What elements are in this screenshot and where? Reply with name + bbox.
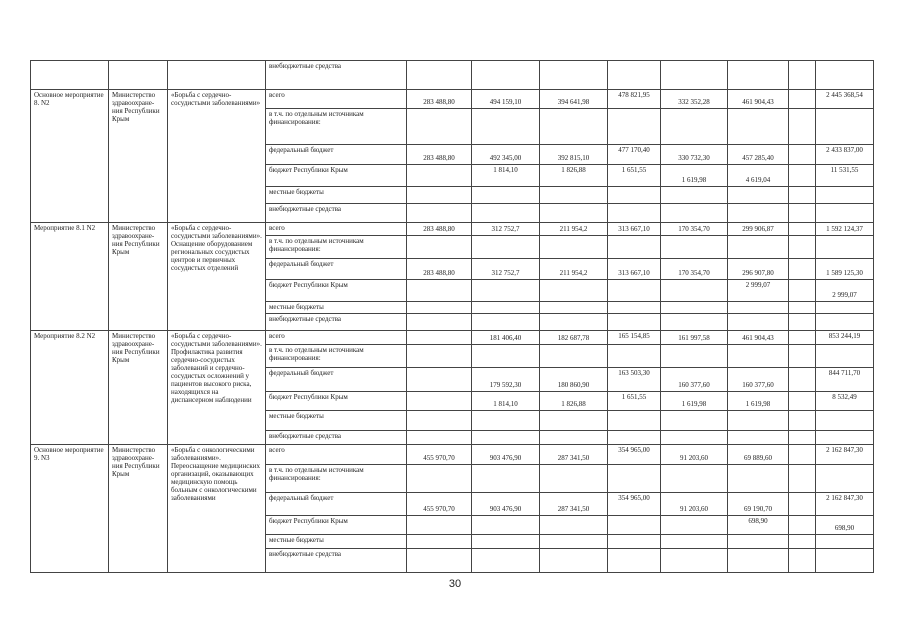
value-cell: [407, 280, 472, 302]
funding-source-cell: местные бюджеты: [266, 186, 407, 203]
value-cell: 698,90: [728, 516, 789, 534]
budget-table: [30, 60, 874, 573]
value-cell: [608, 186, 661, 203]
value-cell: [608, 534, 661, 548]
event-cell: [31, 61, 109, 90]
value-cell: 2 162 847,30: [816, 444, 874, 465]
value-cell: [540, 465, 608, 492]
value-cell: 69 190,70: [728, 492, 789, 516]
value-cell: 299 906,87: [728, 222, 789, 235]
value-cell: [816, 186, 874, 203]
value-cell: 478 821,95: [608, 90, 661, 108]
funding-source-cell: бюджет Республики Крым: [266, 516, 407, 534]
value-cell: 312 752,7: [472, 222, 540, 235]
value-cell: [407, 465, 472, 492]
value-cell: [472, 465, 540, 492]
table-row: [31, 222, 874, 235]
value-cell: [728, 235, 789, 259]
value-cell: [661, 280, 728, 302]
spacer-cell: [789, 165, 816, 187]
value-cell: [407, 516, 472, 534]
value-cell: [728, 411, 789, 431]
value-cell: [472, 186, 540, 203]
spacer-cell: [789, 430, 816, 444]
value-cell: 283 488,80: [407, 259, 472, 280]
value-cell: [540, 61, 608, 90]
ministry-cell: Министерство здравоохране-ния Республики Крым: [109, 222, 168, 330]
value-cell: 8 532,49: [816, 391, 874, 411]
value-cell: [472, 204, 540, 222]
value-cell: [728, 430, 789, 444]
value-cell: 160 377,60: [728, 367, 789, 391]
value-cell: 477 170,40: [608, 144, 661, 165]
value-cell: 457 285,40: [728, 144, 789, 165]
value-cell: [816, 61, 874, 90]
value-cell: [540, 108, 608, 144]
value-cell: 461 904,43: [728, 331, 789, 345]
ministry-cell: Министерство здравоохране-ния Республики Крым: [109, 444, 168, 572]
funding-source-cell: в т.ч. по отдельным источникам финансирования:: [266, 108, 407, 144]
value-cell: 2 433 837,00: [816, 144, 874, 165]
event-cell: Мероприятие 8.2 N2: [31, 331, 109, 445]
program-cell: «Борьба с онкологическими заболеваниями». Переоснащение медицинских организаций, оказывающих медицинскую помощь больным с онкологическими заболеваниями: [168, 444, 266, 572]
funding-source-cell: федеральный бюджет: [266, 144, 407, 165]
value-cell: 182 687,78: [540, 331, 608, 345]
value-cell: [608, 411, 661, 431]
value-cell: [608, 61, 661, 90]
funding-source-cell: всего: [266, 331, 407, 345]
funding-source-cell: в т.ч. по отдельным источникам финансирования:: [266, 465, 407, 492]
funding-source-cell: внебюджетные средства: [266, 548, 407, 572]
value-cell: [540, 280, 608, 302]
value-cell: 165 154,85: [608, 331, 661, 345]
value-cell: [608, 280, 661, 302]
page-number: 30: [448, 578, 462, 590]
value-cell: 181 406,40: [472, 331, 540, 345]
value-cell: [816, 548, 874, 572]
value-cell: 392 815,10: [540, 144, 608, 165]
value-cell: [407, 331, 472, 345]
spacer-cell: [789, 391, 816, 411]
spacer-cell: [789, 259, 816, 280]
spacer-cell: [789, 534, 816, 548]
value-cell: 1 651,55: [608, 391, 661, 411]
value-cell: [728, 186, 789, 203]
spacer-cell: [789, 345, 816, 368]
value-cell: [728, 204, 789, 222]
value-cell: 1 814,10: [472, 391, 540, 411]
value-cell: [608, 301, 661, 313]
value-cell: 698,90: [816, 516, 874, 534]
spacer-cell: [789, 108, 816, 144]
value-cell: [661, 204, 728, 222]
spacer-cell: [789, 204, 816, 222]
value-cell: [816, 534, 874, 548]
value-cell: 1 592 124,37: [816, 222, 874, 235]
value-cell: [472, 301, 540, 313]
value-cell: 354 965,00: [608, 492, 661, 516]
value-cell: [472, 313, 540, 330]
spacer-cell: [789, 444, 816, 465]
value-cell: [608, 345, 661, 368]
event-cell: Основное мероприятие 9. N3: [31, 444, 109, 572]
value-cell: [608, 204, 661, 222]
value-cell: [407, 391, 472, 411]
value-cell: [407, 204, 472, 222]
value-cell: [472, 61, 540, 90]
spacer-cell: [789, 367, 816, 391]
event-cell: Мероприятие 8.1 N2: [31, 222, 109, 330]
spacer-cell: [789, 186, 816, 203]
funding-source-cell: бюджет Республики Крым: [266, 280, 407, 302]
funding-source-cell: в т.ч. по отдельным источникам финансирования:: [266, 235, 407, 259]
value-cell: 11 531,55: [816, 165, 874, 187]
value-cell: 170 354,70: [661, 222, 728, 235]
value-cell: 313 667,10: [608, 259, 661, 280]
value-cell: [608, 108, 661, 144]
value-cell: 179 592,30: [472, 367, 540, 391]
funding-source-cell: внебюджетные средства: [266, 61, 407, 90]
spacer-cell: [789, 411, 816, 431]
value-cell: 1 589 125,30: [816, 259, 874, 280]
value-cell: [540, 186, 608, 203]
value-cell: [407, 186, 472, 203]
value-cell: [728, 61, 789, 90]
funding-source-cell: федеральный бюджет: [266, 259, 407, 280]
program-cell: «Борьба с сердечно-сосудистыми заболеваниями». Профилактика развития сердечно-сосудистых заболеваний и сердечно-сосудистых осложнений у пациентов высокого риска, находящихся на диспансерном наблюдении: [168, 331, 266, 445]
value-cell: [608, 313, 661, 330]
spacer-cell: [789, 301, 816, 313]
value-cell: 1 619,98: [661, 165, 728, 187]
value-cell: [661, 108, 728, 144]
value-cell: 91 203,60: [661, 444, 728, 465]
value-cell: [608, 465, 661, 492]
value-cell: [661, 548, 728, 572]
event-cell: Основное мероприятие 8. N2: [31, 90, 109, 222]
value-cell: [661, 235, 728, 259]
value-cell: [728, 548, 789, 572]
table-row: [31, 444, 874, 465]
value-cell: 283 488,80: [407, 144, 472, 165]
value-cell: 1 814,10: [472, 165, 540, 187]
spacer-cell: [789, 90, 816, 108]
value-cell: [816, 465, 874, 492]
value-cell: 903 476,90: [472, 444, 540, 465]
value-cell: 211 954,2: [540, 222, 608, 235]
spacer-cell: [789, 492, 816, 516]
value-cell: 354 965,00: [608, 444, 661, 465]
value-cell: [789, 61, 816, 90]
value-cell: [661, 301, 728, 313]
value-cell: [540, 516, 608, 534]
spacer-cell: [789, 548, 816, 572]
funding-source-cell: внебюджетные средства: [266, 204, 407, 222]
funding-source-cell: всего: [266, 444, 407, 465]
funding-source-cell: местные бюджеты: [266, 534, 407, 548]
value-cell: [728, 534, 789, 548]
value-cell: [608, 235, 661, 259]
value-cell: [540, 548, 608, 572]
spacer-cell: [789, 280, 816, 302]
funding-source-cell: федеральный бюджет: [266, 367, 407, 391]
value-cell: 296 907,80: [728, 259, 789, 280]
value-cell: [728, 313, 789, 330]
value-cell: [540, 235, 608, 259]
value-cell: [728, 301, 789, 313]
value-cell: 287 341,50: [540, 492, 608, 516]
value-cell: [540, 411, 608, 431]
value-cell: [407, 367, 472, 391]
value-cell: [540, 345, 608, 368]
program-cell: «Борьба с сердечно-сосудистыми заболеваниями». Оснащение оборудованием региональных сосудистых центров и первичных сосудистых отделений: [168, 222, 266, 330]
value-cell: 161 997,58: [661, 331, 728, 345]
value-cell: [472, 534, 540, 548]
spacer-cell: [789, 516, 816, 534]
spacer-cell: [789, 235, 816, 259]
value-cell: 2 999,07: [728, 280, 789, 302]
value-cell: [816, 430, 874, 444]
ministry-cell: Министерство здравоохране-ния Республики Крым: [109, 331, 168, 445]
value-cell: [407, 235, 472, 259]
value-cell: [407, 411, 472, 431]
value-cell: 455 970,70: [407, 492, 472, 516]
value-cell: [728, 345, 789, 368]
value-cell: [407, 534, 472, 548]
value-cell: [816, 301, 874, 313]
value-cell: 455 970,70: [407, 444, 472, 465]
funding-source-cell: внебюджетные средства: [266, 430, 407, 444]
spacer-cell: [789, 313, 816, 330]
value-cell: 160 377,60: [661, 367, 728, 391]
value-cell: [661, 345, 728, 368]
value-cell: [407, 345, 472, 368]
value-cell: 180 860,90: [540, 367, 608, 391]
funding-source-cell: местные бюджеты: [266, 301, 407, 313]
value-cell: [816, 108, 874, 144]
funding-source-cell: бюджет Республики Крым: [266, 391, 407, 411]
value-cell: 170 354,70: [661, 259, 728, 280]
value-cell: 903 476,90: [472, 492, 540, 516]
value-cell: 1 651,55: [608, 165, 661, 187]
value-cell: [540, 301, 608, 313]
value-cell: 1 619,98: [661, 391, 728, 411]
value-cell: [816, 411, 874, 431]
spacer-cell: [789, 222, 816, 235]
value-cell: 461 904,43: [728, 90, 789, 108]
value-cell: 494 159,10: [472, 90, 540, 108]
value-cell: [472, 411, 540, 431]
value-cell: [728, 108, 789, 144]
value-cell: [540, 313, 608, 330]
value-cell: [661, 61, 728, 90]
program-cell: [168, 61, 266, 90]
value-cell: 2 162 847,30: [816, 492, 874, 516]
value-cell: [407, 430, 472, 444]
funding-source-cell: федеральный бюджет: [266, 492, 407, 516]
value-cell: [472, 516, 540, 534]
value-cell: [472, 345, 540, 368]
value-cell: 283 488,80: [407, 90, 472, 108]
value-cell: [608, 516, 661, 534]
value-cell: 330 732,30: [661, 144, 728, 165]
value-cell: [407, 548, 472, 572]
value-cell: [816, 313, 874, 330]
value-cell: 2 999,07: [816, 280, 874, 302]
value-cell: [661, 516, 728, 534]
value-cell: [816, 235, 874, 259]
table-row: [31, 90, 874, 108]
ministry-cell: [109, 61, 168, 90]
value-cell: 1 826,88: [540, 391, 608, 411]
value-cell: [608, 430, 661, 444]
value-cell: [407, 61, 472, 90]
value-cell: 312 752,7: [472, 259, 540, 280]
value-cell: [472, 548, 540, 572]
funding-source-cell: бюджет Республики Крым: [266, 165, 407, 187]
value-cell: [728, 465, 789, 492]
value-cell: [540, 204, 608, 222]
value-cell: 287 341,50: [540, 444, 608, 465]
value-cell: 4 619,04: [728, 165, 789, 187]
ministry-cell: Министерство здравоохране-ния Республики Крым: [109, 90, 168, 222]
value-cell: 163 503,30: [608, 367, 661, 391]
funding-source-cell: всего: [266, 222, 407, 235]
value-cell: 313 667,10: [608, 222, 661, 235]
value-cell: [661, 430, 728, 444]
funding-source-cell: местные бюджеты: [266, 411, 407, 431]
value-cell: 211 954,2: [540, 259, 608, 280]
value-cell: [472, 235, 540, 259]
value-cell: 1 826,88: [540, 165, 608, 187]
value-cell: [472, 430, 540, 444]
value-cell: 853 244,19: [816, 331, 874, 345]
table-row: [31, 331, 874, 345]
value-cell: 1 619,98: [728, 391, 789, 411]
value-cell: 394 641,98: [540, 90, 608, 108]
value-cell: [661, 465, 728, 492]
funding-source-cell: в т.ч. по отдельным источникам финансирования:: [266, 345, 407, 368]
value-cell: 332 352,28: [661, 90, 728, 108]
table-row: [31, 61, 874, 90]
value-cell: [816, 204, 874, 222]
value-cell: [661, 186, 728, 203]
value-cell: [472, 108, 540, 144]
value-cell: 283 488,80: [407, 222, 472, 235]
spacer-cell: [789, 465, 816, 492]
value-cell: [661, 313, 728, 330]
value-cell: 91 203,60: [661, 492, 728, 516]
value-cell: [816, 345, 874, 368]
value-cell: [407, 301, 472, 313]
spacer-cell: [789, 144, 816, 165]
funding-source-cell: внебюджетные средства: [266, 313, 407, 330]
value-cell: [472, 280, 540, 302]
spacer-cell: [789, 331, 816, 345]
value-cell: [407, 165, 472, 187]
value-cell: [661, 534, 728, 548]
value-cell: [608, 548, 661, 572]
value-cell: 69 889,60: [728, 444, 789, 465]
funding-source-cell: всего: [266, 90, 407, 108]
value-cell: [661, 411, 728, 431]
program-cell: «Борьба с сердечно-сосудистыми заболеваниями»: [168, 90, 266, 222]
value-cell: [540, 430, 608, 444]
value-cell: [407, 313, 472, 330]
value-cell: [540, 534, 608, 548]
value-cell: 2 445 368,54: [816, 90, 874, 108]
value-cell: 492 345,00: [472, 144, 540, 165]
value-cell: 844 711,70: [816, 367, 874, 391]
value-cell: [407, 108, 472, 144]
